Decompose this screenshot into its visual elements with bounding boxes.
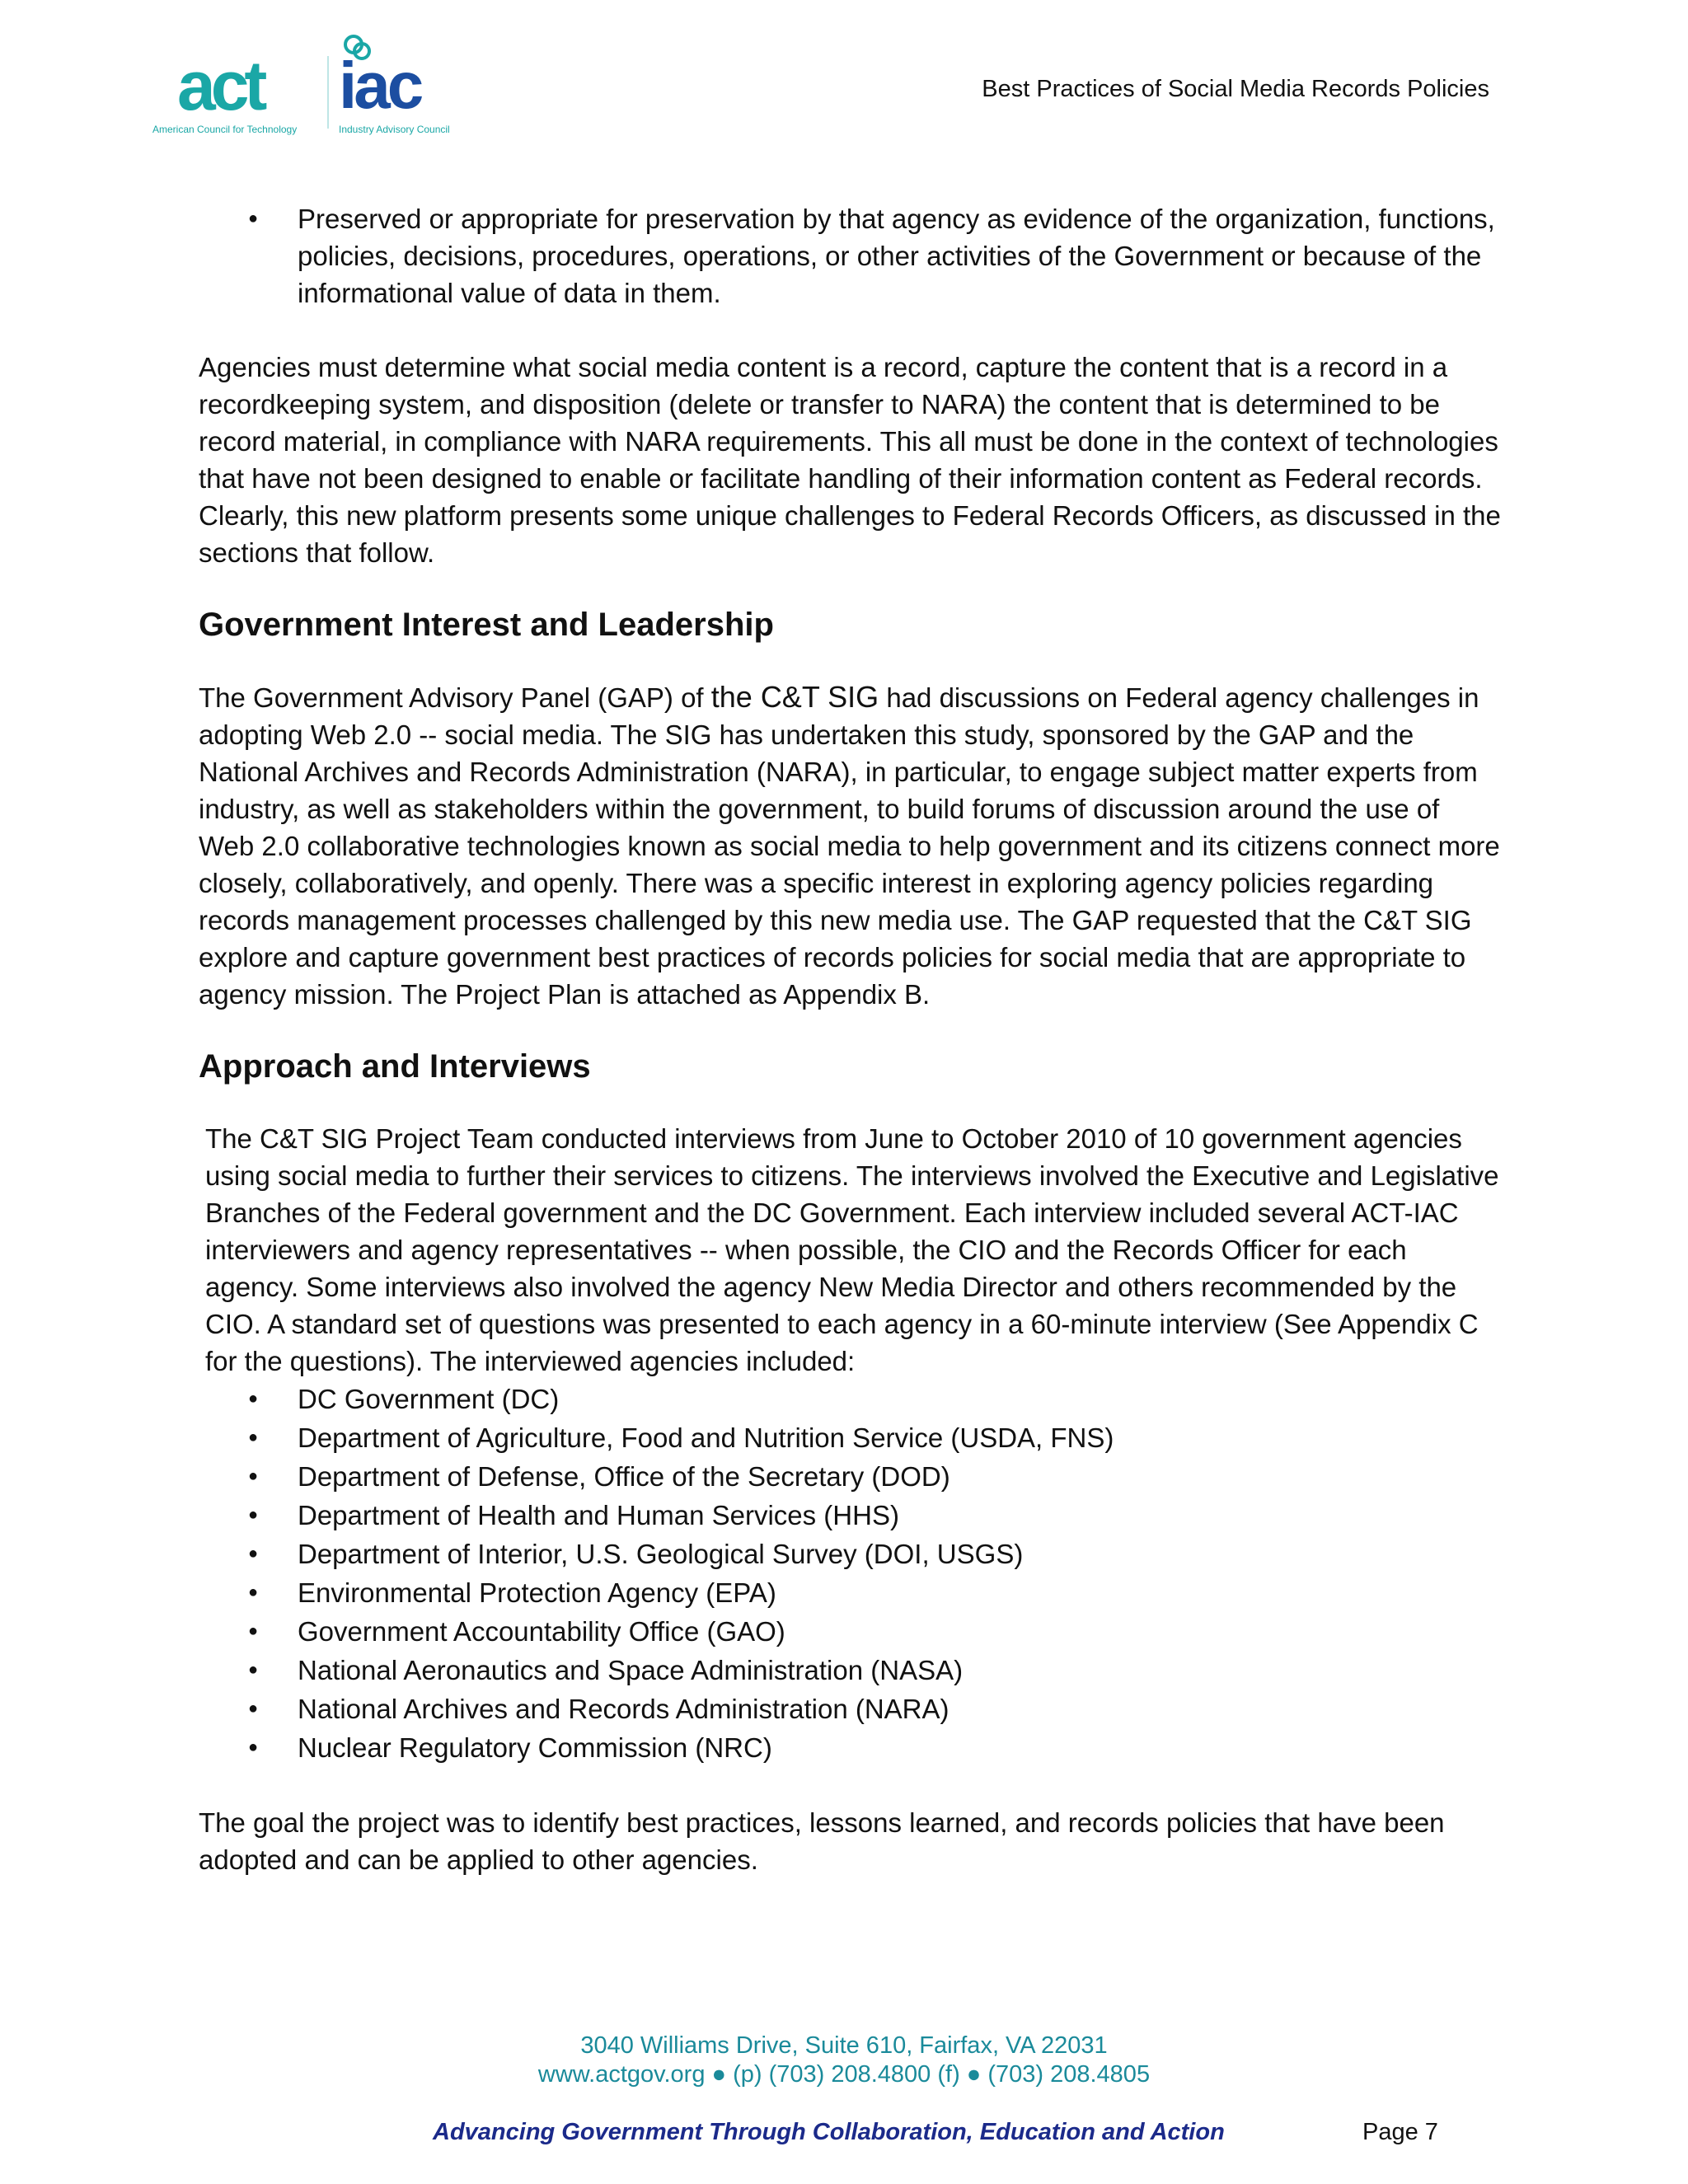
list-item: ● DC Government (DC) (199, 1380, 1501, 1418)
list-item: ● Department of Defense, Office of the Secretary (DOD) (199, 1457, 1501, 1496)
intro-bullet-list (199, 200, 1501, 312)
page-number: Page 7 (1362, 2119, 1438, 2145)
list-item: ● Department of Health and Human Services (HHS) (199, 1496, 1501, 1535)
footer-contact: www.actgov.org ● (p) (703) 208.4800 (f) ● (703) 208.4805 (537, 2061, 1151, 2088)
act-logo (152, 47, 335, 135)
logo-divider (327, 56, 329, 129)
government-interest-paragraph (199, 678, 1501, 1013)
document-body (199, 200, 1501, 1878)
section-heading-approach: Approach and Interviews (199, 1048, 591, 1085)
approach-paragraph: The C&T SIG Project Team conducted interviews from June to October 2010 of 10 government agencies using social media to further their services to citizens. The interviews involved the Executive and Legislative Branches of the Federal government and the DC Government. Each interview included several ACT-IAC interviewers and agency representatives -- when possible, the CIO and the Records Officer for each agency. Some interviews also involved the agency New Media Director and others recommended by the CIO. A standard set of questions was presented to each agency in a 60-minute interview (See Appendix C for the questions). The interviewed agencies included: (205, 1123, 1499, 1376)
list-item: ● Preserved or appropriate for preservation by that agency as evidence of the organization, functions, policies, decisions, procedures, operations, or other activities of the Government or because of the informational value of data in them. (199, 200, 1501, 312)
list-item: ● Department of Agriculture, Food and Nutrition Service (USDA, FNS) (199, 1418, 1501, 1457)
section-heading-government-interest: Government Interest and Leadership (199, 607, 774, 643)
act-logo-wordmark: act (177, 47, 263, 124)
intro-paragraph: Agencies must determine what social media content is a record, capture the content that is a record in a recordkeeping system, and disposition (delete or transfer to NARA) the content that is determined to be record material, in compliance with NARA requirements. This all must be done in the context of technologies that have not been designed to enable or facilitate handling of their information content as Federal records. Clearly, this new platform presents some unique challenges to Federal Records Officers, as discussed in the sections that follow. (199, 352, 1501, 568)
list-item: ● Government Accountability Office (GAO) (199, 1612, 1501, 1651)
list-item: ● National Archives and Records Administration (NARA) (199, 1690, 1501, 1728)
agency-list (199, 1380, 1501, 1767)
paragraph-text-start: The Government Advisory Panel (GAP) of (199, 682, 711, 713)
paragraph-text-rest: had discussions on Federal agency challenges in adopting Web 2.0 -- social media. The SIG has undertaken this study, sponsored by the GAP and the National Archives and Records Administration (NARA), in particular, to engage subject matter experts from industry, as well as stakeholders within the government, to build forums of discussion around the use of Web 2.0 collaborative technologies known as social media to help government and its citizens connect more closely, collaboratively, and openly. There was a specific interest in exploring agency policies regarding records management processes challenged by this new media use. The GAP requested that the C&T SIG explore and capture government best practices of records policies for social media that are appropriate to agency mission. The Project Plan is attached as Appendix B. (199, 682, 1500, 1010)
footer-address-block (0, 2032, 1688, 2089)
iac-logo-wordmark: iac (339, 49, 421, 122)
list-item: ● Department of Interior, U.S. Geological Survey (DOI, USGS) (199, 1535, 1501, 1573)
footer-address: 3040 Williams Drive, Suite 610, Fairfax, VA 22031 (580, 2032, 1108, 2059)
list-item: ● Nuclear Regulatory Commission (NRC) (199, 1728, 1501, 1767)
iac-logo-subtitle: Industry Advisory Council (339, 124, 450, 135)
act-logo-subtitle: American Council for Technology (152, 124, 298, 135)
closing-paragraph: The goal the project was to identify best practices, lessons learned, and records policies that have been adopted and can be applied to other agencies. (199, 1807, 1445, 1875)
list-item: ● Environmental Protection Agency (EPA) (199, 1573, 1501, 1612)
list-item: ● National Aeronautics and Space Administration (NASA) (199, 1651, 1501, 1690)
footer-tagline: Advancing Government Through Collaboration, Education and Action (433, 2119, 1225, 2145)
document-header-title: Best Practices of Social Media Records Policies (982, 76, 1489, 102)
act-iac-logo (151, 31, 472, 134)
sig-name-inline: the C&T SIG (710, 680, 879, 714)
iac-logo (339, 31, 471, 134)
